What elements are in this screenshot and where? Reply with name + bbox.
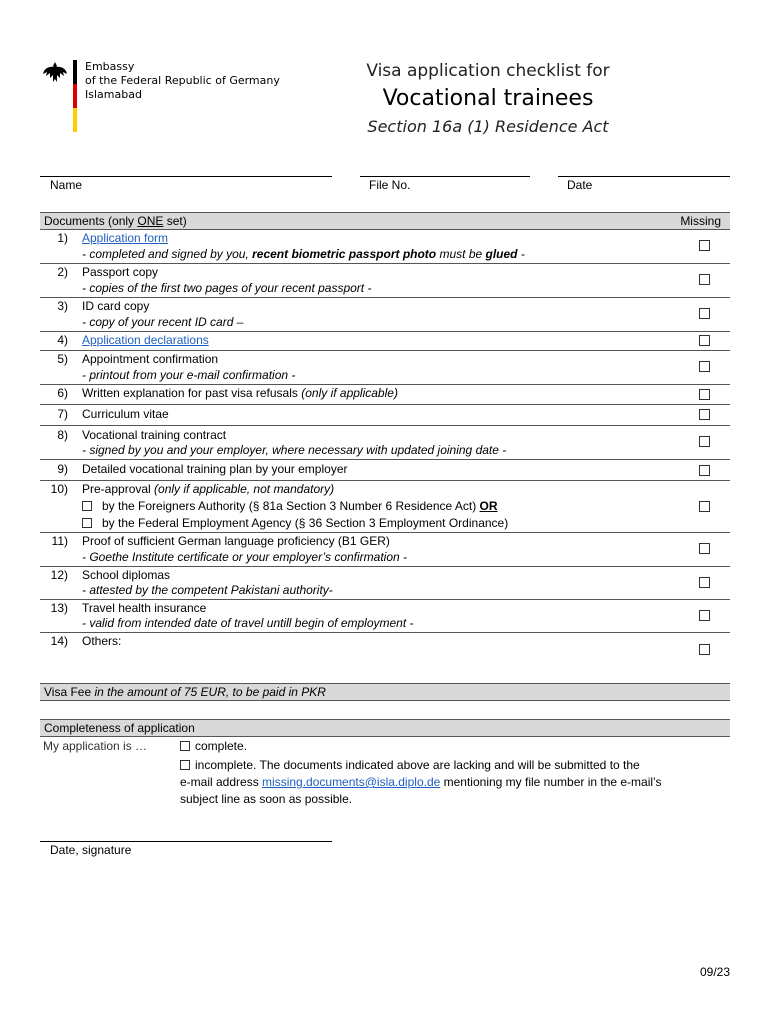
item-number: 2) xyxy=(57,265,68,279)
missing-checkbox[interactable] xyxy=(699,389,710,400)
signature-field[interactable] xyxy=(40,841,332,842)
org-name xyxy=(85,60,280,102)
documents-header xyxy=(40,212,730,230)
item-description: - copy of your recent ID card – xyxy=(82,315,244,329)
item-number: 9) xyxy=(57,462,68,476)
item-description: - attested by the competent Pakistani authority- xyxy=(82,583,333,597)
complete-option[interactable] xyxy=(180,739,247,753)
item-description: - valid from intended date of travel untill begin of employment - xyxy=(82,616,414,630)
checklist-item-2 xyxy=(40,264,730,298)
item-number: 6) xyxy=(57,386,68,400)
item-number: 1) xyxy=(57,231,68,245)
item-description: - Goethe Institute certificate or your employer’s confirmation - xyxy=(82,550,408,564)
item-number: 12) xyxy=(50,568,68,582)
item-number: 3) xyxy=(57,299,68,313)
item-number: 7) xyxy=(57,407,68,421)
checklist-item-7 xyxy=(40,405,730,426)
name-label: Name xyxy=(50,178,83,192)
org-line-2: of the Federal Republic of Germany xyxy=(85,74,280,87)
missing-checkbox[interactable] xyxy=(699,465,710,476)
checklist-item-11 xyxy=(40,533,730,567)
name-field[interactable] xyxy=(40,176,332,177)
incomplete-line-3: subject line as soon as possible. xyxy=(180,792,353,806)
completeness-lead: My application is … xyxy=(43,739,148,753)
item-number: 10) xyxy=(50,482,68,496)
checklist-item-9 xyxy=(40,460,730,481)
item-description: - completed and signed by you, recent biometric passport photo must be glued - xyxy=(82,247,525,261)
missing-checkbox[interactable] xyxy=(699,501,710,512)
item-title: Curriculum vitae xyxy=(82,407,169,421)
item-title: Written explanation for past visa refusals (only if applicable) xyxy=(82,386,398,400)
flag-stripe-red xyxy=(73,84,77,108)
checklist-item-3 xyxy=(40,298,730,332)
incomplete-checkbox[interactable] xyxy=(180,760,190,770)
date-field[interactable] xyxy=(558,176,730,177)
email-link[interactable]: missing.documents@isla.diplo.de xyxy=(262,775,441,789)
incomplete-label-bold: submitted to the xyxy=(554,758,640,772)
file-no-field[interactable] xyxy=(360,176,530,177)
missing-label: Missing xyxy=(680,214,721,228)
title-sub: Visa application checklist for xyxy=(366,61,610,81)
checklist-item-13 xyxy=(40,600,730,633)
visa-fee-band xyxy=(40,683,730,701)
item-title: Passport copy xyxy=(82,265,159,279)
application-form-link[interactable]: Application form xyxy=(82,231,169,245)
flag-stripe-black xyxy=(73,60,77,84)
date-label: Date xyxy=(567,178,593,192)
missing-checkbox[interactable] xyxy=(699,644,710,655)
item-title: Others: xyxy=(82,634,122,648)
item-title: Detailed vocational training plan by your employer xyxy=(82,462,348,476)
missing-checkbox[interactable] xyxy=(699,409,710,420)
item-number: 5) xyxy=(57,352,68,366)
visa-fee-text: Visa Fee in the amount of 75 EUR, to be paid in PKR xyxy=(44,685,326,699)
file-no-label: File No. xyxy=(369,178,411,192)
item-number: 14) xyxy=(50,634,68,648)
application-declarations-link[interactable]: Application declarations xyxy=(82,333,209,347)
item-description: - printout from your e-mail confirmation - xyxy=(82,368,296,382)
item-number: 4) xyxy=(57,333,68,347)
pre-approval-option-1[interactable]: by the Foreigners Authority (§ 81a Section 3 Number 6 Residence Act) OR xyxy=(82,499,498,513)
missing-checkbox[interactable] xyxy=(699,361,710,372)
missing-checkbox[interactable] xyxy=(699,274,710,285)
item-description: - copies of the first two pages of your recent passport - xyxy=(82,281,372,295)
item-title: School diplomas xyxy=(82,568,171,582)
org-line-1: Embassy xyxy=(85,60,135,73)
item-title: Proof of sufficient German language proficiency (B1 GER) xyxy=(82,534,390,548)
complete-label: complete. xyxy=(195,739,248,753)
version-label: 09/23 xyxy=(699,965,730,979)
missing-checkbox[interactable] xyxy=(699,577,710,588)
page-title: Vocational trainees xyxy=(382,86,594,111)
item-title: Appointment confirmation xyxy=(82,352,219,366)
item-description: - signed by you and your employer, where necessary with updated joining date - xyxy=(82,443,507,457)
checklist-item-8 xyxy=(40,426,730,460)
option-checkbox[interactable] xyxy=(82,501,92,511)
checklist-item-10 xyxy=(40,481,730,533)
checklist-item-12 xyxy=(40,567,730,600)
missing-checkbox[interactable] xyxy=(699,240,710,251)
item-number: 11) xyxy=(51,534,68,548)
completeness-title: Completeness of application xyxy=(44,721,195,735)
checklist-item-6 xyxy=(40,385,730,405)
item-title: Pre-approval (only if applicable, not mandatory) xyxy=(82,482,335,496)
item-title: Travel health insurance xyxy=(82,601,207,615)
missing-checkbox[interactable] xyxy=(699,543,710,554)
org-line-3: Islamabad xyxy=(85,88,142,101)
item-number: 13) xyxy=(50,601,68,615)
signature-label: Date, signature xyxy=(50,843,132,857)
incomplete-label: incomplete. The documents indicated above are lacking and will be xyxy=(195,758,555,772)
missing-checkbox[interactable] xyxy=(699,610,710,621)
documents-label: Documents (only ONE set) xyxy=(44,214,187,228)
complete-checkbox[interactable] xyxy=(180,741,190,751)
checklist-item-4 xyxy=(40,332,730,351)
item-title: Vocational training contract xyxy=(82,428,227,442)
completeness-header xyxy=(40,719,730,737)
item-title: ID card copy xyxy=(82,299,150,313)
flag-stripe-gold xyxy=(73,108,77,132)
missing-checkbox[interactable] xyxy=(699,335,710,346)
checklist-item-14 xyxy=(40,633,730,663)
incomplete-option[interactable] xyxy=(180,758,640,772)
missing-checkbox[interactable] xyxy=(699,436,710,447)
eagle-emblem-icon xyxy=(42,60,68,86)
incomplete-line-2: e-mail address missing.documents@isla.diplo.de mentioning my file number in the e-mail’s xyxy=(180,775,662,789)
title-section: Section 16a (1) Residence Act xyxy=(367,117,609,136)
item-number: 8) xyxy=(57,428,68,442)
option-checkbox[interactable] xyxy=(82,518,92,528)
missing-checkbox[interactable] xyxy=(699,308,710,319)
checklist-item-5 xyxy=(40,351,730,385)
pre-approval-option-2[interactable]: by the Federal Employment Agency (§ 36 Section 3 Employment Ordinance) xyxy=(82,516,508,530)
checklist-item-1 xyxy=(40,230,730,264)
